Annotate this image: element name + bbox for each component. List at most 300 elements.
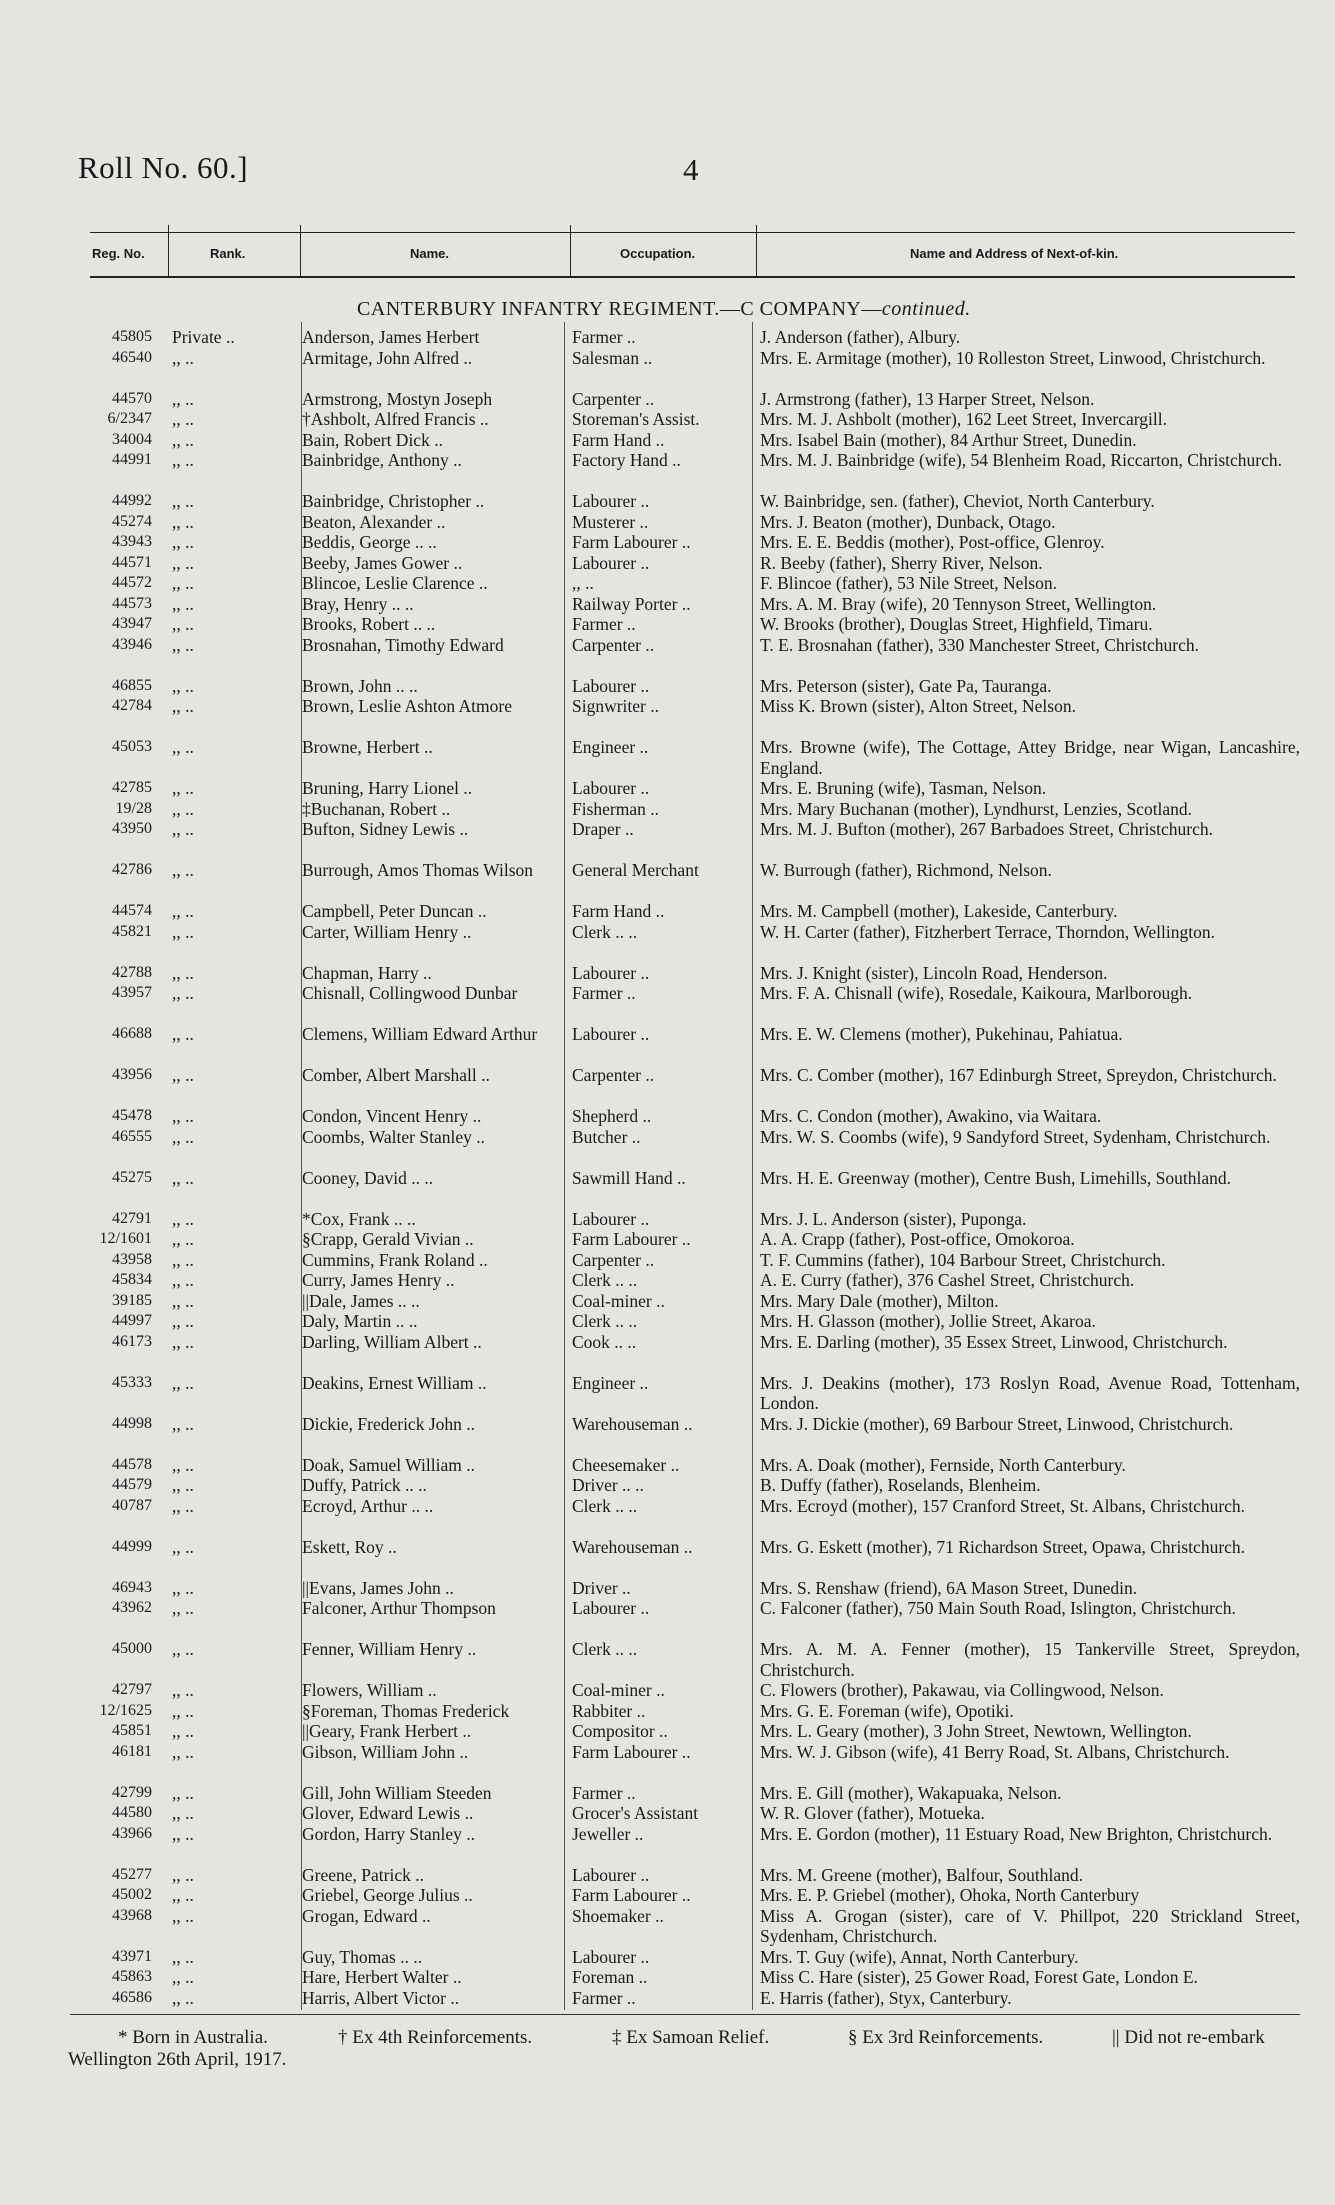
table-row — [0, 1475, 1335, 1496]
cell-name: Blincoe, Leslie Clarence .. — [302, 573, 488, 593]
cell-occupation: Coal-miner .. — [572, 1290, 665, 1311]
cell-reg-no: 43950 — [112, 820, 152, 837]
table-row — [0, 1455, 1335, 1476]
cell-occupation: Warehouseman .. — [572, 1413, 693, 1434]
cell-name: Curry, James Henry .. — [302, 1270, 455, 1290]
cell-rank: ,, .. — [172, 552, 194, 573]
cell-rank: Private .. — [172, 327, 235, 347]
header-name: Name. — [410, 246, 450, 261]
cell-name: Bain, Robert Dick .. — [302, 429, 443, 450]
section-title-text: CANTERBURY INFANTRY REGIMENT.—C COMPANY— — [357, 298, 882, 320]
imprint: Wellington 26th April, 1917. — [68, 2049, 287, 2070]
cell-occupation: Clerk .. .. — [572, 1270, 638, 1290]
cell-name: Duffy, Patrick .. .. — [302, 1475, 427, 1495]
cell-name: Comber, Albert Marshall .. — [302, 1065, 490, 1085]
cell-name: Guy, Thomas .. .. — [302, 1946, 423, 1967]
cell-next-of-kin: Mrs. Peterson (sister), Gate Pa, Tauranga. — [760, 675, 1052, 696]
table-row — [0, 799, 1335, 820]
cell-occupation: Labourer .. — [572, 1208, 650, 1229]
cell-rank: ,, .. — [172, 737, 194, 757]
cell-name: Bray, Henry .. .. — [302, 593, 414, 614]
cell-reg-no: 44578 — [112, 1455, 152, 1473]
cell-next-of-kin: Mrs. Mary Buchanan (mother), Lyndhurst, Lenzies, Scotland. — [760, 798, 1193, 819]
cell-rank: ,, .. — [172, 1782, 194, 1803]
cell-rank: ,, .. — [172, 1311, 194, 1331]
cell-rank: ,, .. — [172, 1208, 194, 1229]
cell-name: Deakins, Ernest William .. — [302, 1372, 487, 1393]
cell-name: ‡Buchanan, Robert .. — [302, 798, 451, 819]
cell-occupation: Rabbiter .. — [572, 1700, 646, 1721]
cell-reg-no: 43968 — [112, 1906, 152, 1924]
cell-next-of-kin: Mrs. E. Darling (mother), 35 Essex Street, Linwood, Christchurch. — [760, 1331, 1228, 1352]
cell-occupation: Clerk .. .. — [572, 1639, 638, 1659]
footnote-samoan-relief: ‡ Ex Samoan Relief. — [612, 2027, 770, 2048]
cell-occupation: Jeweller .. — [572, 1823, 644, 1844]
cell-name: Daly, Martin .. .. — [302, 1311, 418, 1331]
table-row — [0, 389, 1335, 410]
cell-name: Cooney, David .. .. — [302, 1167, 434, 1188]
cell-rank: ,, .. — [172, 532, 194, 552]
cell-reg-no: 46540 — [112, 348, 152, 366]
cell-next-of-kin: Mrs. S. Renshaw (friend), 6A Mason Street, Dunedin. — [760, 1577, 1138, 1598]
cell-rank: ,, .. — [172, 1864, 194, 1885]
cell-occupation: Cook .. .. — [572, 1331, 637, 1352]
cell-next-of-kin: A. E. Curry (father), 376 Cashel Street, Christchurch. — [760, 1270, 1135, 1290]
cell-next-of-kin: Mrs. C. Condon (mother), Awakino, via Waitara. — [760, 1106, 1102, 1126]
cell-name: Chisnall, Collingwood Dunbar — [302, 983, 518, 1003]
cell-reg-no: 42791 — [112, 1209, 152, 1227]
cell-rank: ,, .. — [172, 1024, 194, 1044]
table-row — [0, 1106, 1335, 1127]
cell-reg-no: 43966 — [112, 1824, 152, 1842]
table-row — [0, 676, 1335, 697]
cell-next-of-kin: W. Burrough (father), Richmond, Nelson. — [760, 860, 1052, 880]
cell-rank: ,, .. — [172, 860, 194, 880]
cell-rank: ,, .. — [172, 921, 194, 942]
cell-reg-no: 44572 — [112, 574, 152, 591]
cell-occupation: Salesman .. — [572, 347, 653, 368]
cell-rank: ,, .. — [172, 1126, 194, 1147]
cell-next-of-kin: Mrs. Isabel Bain (mother), 84 Arthur Street, Dunedin. — [760, 429, 1137, 450]
cell-rank: ,, .. — [172, 1721, 194, 1741]
cell-reg-no: 42797 — [112, 1681, 152, 1698]
table-row — [0, 1803, 1335, 1824]
cell-next-of-kin: R. Beeby (father), Sherry River, Nelson. — [760, 552, 1043, 573]
cell-rank: ,, .. — [172, 1475, 194, 1495]
cell-next-of-kin: Mrs. F. A. Chisnall (wife), Rosedale, Kaikoura, Marlborough. — [760, 983, 1193, 1003]
cell-name: Brosnahan, Timothy Edward — [302, 634, 504, 655]
table-row — [0, 901, 1335, 922]
cell-next-of-kin: B. Duffy (father), Roselands, Blenheim. — [760, 1475, 1041, 1495]
header-bottom-rule — [90, 276, 1295, 278]
cell-name: Armitage, John Alfred .. — [302, 347, 473, 368]
cell-next-of-kin: Mrs. L. Geary (mother), 3 John Street, Newtown, Wellington. — [760, 1721, 1192, 1741]
cell-reg-no: 44992 — [112, 492, 152, 509]
cell-name: Griebel, George Julius .. — [302, 1885, 473, 1905]
table-row — [0, 1065, 1335, 1106]
cell-reg-no: 44573 — [112, 594, 152, 612]
cell-reg-no: 46855 — [112, 676, 152, 694]
cell-name: Beddis, George .. .. — [302, 532, 437, 552]
cell-rank: ,, .. — [172, 1331, 194, 1352]
cell-name: Glover, Edward Lewis .. — [302, 1803, 474, 1823]
cell-reg-no: 19/28 — [115, 799, 152, 817]
cell-occupation: Labourer .. — [572, 1946, 650, 1967]
cell-occupation: Warehouseman .. — [572, 1536, 693, 1557]
cell-occupation: Farm Hand .. — [572, 901, 665, 921]
column-headers — [90, 234, 1295, 274]
cell-next-of-kin: T. F. Cummins (father), 104 Barbour Street, Christchurch. — [760, 1249, 1166, 1270]
cell-reg-no: 42784 — [112, 697, 152, 714]
roll-title: Roll No. 60.] — [78, 150, 249, 185]
cell-reg-no: 42785 — [112, 779, 152, 796]
cell-next-of-kin: Miss A. Grogan (sister), care of V. Phillpot, 220 Strickland Street, Sydenham, Christchurch. — [760, 1905, 1300, 1946]
cell-occupation: Engineer .. — [572, 737, 649, 757]
cell-rank: ,, .. — [172, 675, 194, 696]
cell-rank: ,, .. — [172, 1290, 194, 1311]
table-row — [0, 635, 1335, 676]
cell-rank: ,, .. — [172, 1495, 194, 1516]
cell-next-of-kin: Mrs. C. Comber (mother), 167 Edinburgh Street, Spreydon, Christchurch. — [760, 1065, 1277, 1085]
table-row — [0, 1721, 1335, 1742]
cell-reg-no: 42786 — [112, 861, 152, 878]
cell-occupation: Shoemaker .. — [572, 1905, 664, 1926]
cell-reg-no: 45333 — [112, 1373, 152, 1391]
cell-name: Cummins, Frank Roland .. — [302, 1249, 488, 1270]
cell-name: Hare, Herbert Walter .. — [302, 1967, 462, 1987]
cell-occupation: Labourer .. — [572, 1864, 650, 1885]
footnote-australia: * Born in Australia. — [118, 2027, 268, 2048]
table-row — [0, 1680, 1335, 1701]
cell-reg-no: 46555 — [112, 1127, 152, 1145]
cell-occupation: Carpenter .. — [572, 634, 655, 655]
cell-rank: ,, .. — [172, 1413, 194, 1434]
cell-name: Flowers, William .. — [302, 1680, 437, 1700]
table-row — [0, 1024, 1335, 1065]
table-row — [0, 348, 1335, 389]
cell-name: Clemens, William Edward Arthur — [302, 1024, 538, 1044]
table-row — [0, 1885, 1335, 1906]
cell-next-of-kin: W. R. Glover (father), Motueka. — [760, 1803, 985, 1823]
header-reg-no: Reg. No. — [92, 246, 145, 261]
cell-name: Bruning, Harry Lionel .. — [302, 778, 473, 798]
table-row — [0, 963, 1335, 984]
cell-occupation: Clerk .. .. — [572, 921, 638, 942]
table-row — [0, 1311, 1335, 1332]
cell-next-of-kin: Mrs. Ecroyd (mother), 157 Cranford Street, St. Albans, Christchurch. — [760, 1495, 1246, 1516]
cell-next-of-kin: W. Bainbridge, sen. (father), Cheviot, North Canterbury. — [760, 491, 1155, 511]
roll-table — [0, 327, 1335, 2008]
cell-reg-no: 45000 — [112, 1640, 152, 1657]
cell-occupation: Farmer .. — [572, 614, 636, 634]
cell-rank: ,, .. — [172, 1905, 194, 1926]
cell-occupation: Carpenter .. — [572, 1065, 655, 1085]
cell-next-of-kin: Miss K. Brown (sister), Alton Street, Nelson. — [760, 696, 1076, 716]
cell-name: Anderson, James Herbert — [302, 327, 480, 347]
cell-next-of-kin: Mrs. E. P. Griebel (mother), Ohoka, North Canterbury — [760, 1885, 1140, 1905]
cell-occupation: Compositor .. — [572, 1721, 668, 1741]
cell-name: *Cox, Frank .. .. — [302, 1208, 416, 1229]
cell-reg-no: 44574 — [112, 902, 152, 919]
table-row — [0, 1598, 1335, 1639]
cell-occupation: Labourer .. — [572, 1024, 650, 1044]
cell-name: Browne, Herbert .. — [302, 737, 433, 757]
cell-occupation: Shepherd .. — [572, 1106, 652, 1126]
cell-reg-no: 42788 — [112, 963, 152, 981]
cell-name: Carter, William Henry .. — [302, 921, 472, 942]
cell-rank: ,, .. — [172, 511, 194, 532]
table-row — [0, 1270, 1335, 1291]
cell-reg-no: 46586 — [112, 1988, 152, 2006]
cell-next-of-kin: Mrs. M. Campbell (mother), Lakeside, Canterbury. — [760, 901, 1118, 921]
cell-reg-no: 12/1625 — [99, 1701, 152, 1719]
footnote-4th-reinforcements: † Ex 4th Reinforcements. — [338, 2027, 533, 2048]
cell-occupation: Farm Labourer .. — [572, 1741, 691, 1762]
cell-name: ||Evans, James John .. — [302, 1577, 454, 1598]
cell-next-of-kin: Mrs. H. Glasson (mother), Jollie Street, Akaroa. — [760, 1311, 1096, 1331]
cell-name: Brown, John .. .. — [302, 675, 418, 696]
cell-rank: ,, .. — [172, 1249, 194, 1270]
cell-name: Bufton, Sidney Lewis .. — [302, 819, 469, 839]
cell-reg-no: 45478 — [112, 1107, 152, 1124]
cell-name: Dickie, Frederick John .. — [302, 1413, 476, 1434]
cell-next-of-kin: Mrs. A. M. A. Fenner (mother), 15 Tankerville Street, Spreydon, Christchurch. — [760, 1639, 1300, 1680]
table-row — [0, 1967, 1335, 1988]
cell-reg-no: 39185 — [112, 1291, 152, 1309]
cell-next-of-kin: Mrs. T. Guy (wife), Annat, North Canterbury. — [760, 1946, 1079, 1967]
cell-rank: ,, .. — [172, 409, 194, 429]
cell-occupation: Farm Labourer .. — [572, 1885, 691, 1905]
table-row — [0, 819, 1335, 860]
cell-occupation: Labourer .. — [572, 778, 650, 798]
cell-occupation: Driver .. .. — [572, 1475, 644, 1495]
cell-next-of-kin: Mrs. M. J. Bainbridge (wife), 54 Blenheim Road, Riccarton, Christchurch. — [760, 450, 1282, 470]
cell-rank: ,, .. — [172, 1577, 194, 1598]
cell-rank: ,, .. — [172, 901, 194, 921]
cell-reg-no: 43962 — [112, 1599, 152, 1616]
cell-next-of-kin: Mrs. J. Beaton (mother), Dunback, Otago. — [760, 511, 1056, 532]
cell-occupation: Engineer .. — [572, 1372, 649, 1393]
cell-next-of-kin: W. Brooks (brother), Douglas Street, Highfield, Timaru. — [760, 614, 1153, 634]
cell-reg-no: 40787 — [112, 1496, 152, 1514]
cell-occupation: Clerk .. .. — [572, 1311, 638, 1331]
cell-rank: ,, .. — [172, 1536, 194, 1557]
cell-next-of-kin: Mrs. E. Gordon (mother), 11 Estuary Road, New Brighton, Christchurch. — [760, 1823, 1273, 1844]
cell-occupation: Butcher .. — [572, 1126, 641, 1147]
cell-rank: ,, .. — [172, 1598, 194, 1618]
cell-occupation: Carpenter .. — [572, 388, 655, 409]
cell-reg-no: 46943 — [112, 1578, 152, 1596]
cell-next-of-kin: Mrs. E. W. Clemens (mother), Pukehinau, Pahiatua. — [760, 1024, 1123, 1044]
cell-name: Condon, Vincent Henry .. — [302, 1106, 482, 1126]
cell-name: Brooks, Robert .. .. — [302, 614, 436, 634]
cell-reg-no: 44580 — [112, 1804, 152, 1821]
cell-reg-no: 45275 — [112, 1168, 152, 1186]
cell-reg-no: 44997 — [112, 1312, 152, 1329]
cell-rank: ,, .. — [172, 429, 194, 450]
cell-name: Gordon, Harry Stanley .. — [302, 1823, 476, 1844]
header-next-of-kin: Name and Address of Next-of-kin. — [910, 246, 1119, 261]
cell-occupation: Railway Porter .. — [572, 593, 691, 614]
cell-occupation: Sawmill Hand .. — [572, 1167, 686, 1188]
cell-occupation: General Merchant — [572, 860, 699, 880]
cell-rank: ,, .. — [172, 1167, 194, 1188]
table-row — [0, 1639, 1335, 1680]
cell-rank: ,, .. — [172, 798, 194, 819]
cell-name: Gill, John William Steeden — [302, 1782, 492, 1803]
cell-next-of-kin: Mrs. A. M. Bray (wife), 20 Tennyson Street, Wellington. — [760, 593, 1157, 614]
section-continued: continued. — [881, 298, 971, 320]
cell-next-of-kin: Mrs. E. Bruning (wife), Tasman, Nelson. — [760, 778, 1047, 798]
table-row — [0, 1332, 1335, 1373]
cell-rank: ,, .. — [172, 1229, 194, 1249]
cell-name: †Ashbolt, Alfred Francis .. — [302, 409, 489, 429]
cell-occupation: Carpenter .. — [572, 1249, 655, 1270]
header-rank: Rank. — [210, 246, 246, 261]
cell-name: Beeby, James Gower .. — [302, 552, 463, 573]
table-row — [0, 860, 1335, 901]
table-row — [0, 1373, 1335, 1414]
cell-rank: ,, .. — [172, 1946, 194, 1967]
table-row — [0, 532, 1335, 553]
cell-rank: ,, .. — [172, 1803, 194, 1823]
table-row — [0, 1824, 1335, 1865]
cell-rank: ,, .. — [172, 962, 194, 983]
footnote-rule — [70, 2014, 1300, 2015]
cell-reg-no: 44570 — [112, 389, 152, 407]
cell-next-of-kin: Mrs. Browne (wife), The Cottage, Attey Bridge, near Wigan, Lancashire, England. — [760, 737, 1300, 778]
table-row — [0, 737, 1335, 778]
table-row — [0, 922, 1335, 963]
cell-rank: ,, .. — [172, 1106, 194, 1126]
cell-rank: ,, .. — [172, 1454, 194, 1475]
cell-name: Doak, Samuel William .. — [302, 1454, 475, 1475]
cell-rank: ,, .. — [172, 983, 194, 1003]
cell-reg-no: 6/2347 — [107, 410, 152, 427]
cell-occupation: Farmer .. — [572, 327, 636, 347]
table-row — [0, 696, 1335, 737]
cell-reg-no: 44579 — [112, 1476, 152, 1493]
cell-name: Brown, Leslie Ashton Atmore — [302, 696, 512, 716]
table-row — [0, 512, 1335, 533]
cell-reg-no: 45821 — [112, 922, 152, 940]
cell-next-of-kin: Mrs. Mary Dale (mother), Milton. — [760, 1290, 999, 1311]
cell-rank: ,, .. — [172, 1680, 194, 1700]
cell-rank: ,, .. — [172, 1270, 194, 1290]
cell-name: §Crapp, Gerald Vivian .. — [302, 1229, 474, 1249]
cell-next-of-kin: Mrs. W. J. Gibson (wife), 41 Berry Road, St. Albans, Christchurch. — [760, 1741, 1230, 1762]
cell-rank: ,, .. — [172, 1639, 194, 1659]
cell-rank: ,, .. — [172, 1372, 194, 1393]
cell-occupation: Musterer .. — [572, 511, 649, 532]
cell-reg-no: 42799 — [112, 1783, 152, 1801]
cell-reg-no: 43943 — [112, 533, 152, 550]
table-row — [0, 1229, 1335, 1250]
cell-reg-no: 44991 — [112, 451, 152, 468]
cell-name: Ecroyd, Arthur .. .. — [302, 1495, 434, 1516]
cell-rank: ,, .. — [172, 1741, 194, 1762]
cell-name: Harris, Albert Victor .. — [302, 1987, 460, 2008]
table-row — [0, 553, 1335, 574]
cell-next-of-kin: C. Falconer (father), 750 Main South Road, Islington, Christchurch. — [760, 1598, 1236, 1618]
cell-reg-no: 12/1601 — [99, 1230, 152, 1247]
cell-next-of-kin: Mrs. W. S. Coombs (wife), 9 Sandyford Street, Sydenham, Christchurch. — [760, 1126, 1271, 1147]
cell-rank: ,, .. — [172, 1065, 194, 1085]
cell-rank: ,, .. — [172, 388, 194, 409]
cell-reg-no: 45277 — [112, 1865, 152, 1883]
cell-reg-no: 43946 — [112, 635, 152, 653]
table-row — [0, 409, 1335, 430]
cell-reg-no: 45002 — [112, 1886, 152, 1903]
table-row — [0, 1988, 1335, 2009]
cell-next-of-kin: Mrs. J. Dickie (mother), 69 Barbour Street, Linwood, Christchurch. — [760, 1413, 1234, 1434]
section-title — [357, 298, 971, 321]
cell-next-of-kin: W. H. Carter (father), Fitzherbert Terrace, Thorndon, Wellington. — [760, 921, 1215, 942]
cell-next-of-kin: Mrs. J. L. Anderson (sister), Puponga. — [760, 1208, 1027, 1229]
cell-reg-no: 45053 — [112, 738, 152, 755]
cell-name: Grogan, Edward .. — [302, 1905, 431, 1926]
cell-occupation: Farm Labourer .. — [572, 532, 691, 552]
cell-occupation: Farm Hand .. — [572, 429, 665, 450]
table-row — [0, 327, 1335, 348]
cell-occupation: Driver .. — [572, 1577, 631, 1598]
table-row — [0, 594, 1335, 615]
cell-occupation: Grocer's Assistant — [572, 1803, 699, 1823]
cell-next-of-kin: Mrs. E. Gill (mother), Wakapuaka, Nelson. — [760, 1782, 1062, 1803]
cell-name: ||Geary, Frank Herbert .. — [302, 1721, 472, 1741]
cell-occupation: Labourer .. — [572, 491, 650, 511]
cell-name: Greene, Patrick .. — [302, 1864, 424, 1885]
cell-occupation: Farm Labourer .. — [572, 1229, 691, 1249]
cell-next-of-kin: F. Blincoe (father), 53 Nile Street, Nelson. — [760, 573, 1057, 593]
cell-reg-no: 46173 — [112, 1332, 152, 1350]
cell-next-of-kin: Mrs. G. E. Foreman (wife), Opotiki. — [760, 1700, 1014, 1721]
table-row — [0, 430, 1335, 451]
cell-name: Bainbridge, Anthony .. — [302, 450, 462, 470]
cell-name: Darling, William Albert .. — [302, 1331, 482, 1352]
cell-next-of-kin: Mrs. E. E. Beddis (mother), Post-office, Glenroy. — [760, 532, 1105, 552]
cell-reg-no: 45863 — [112, 1968, 152, 1985]
table-row — [0, 778, 1335, 799]
cell-next-of-kin: J. Armstrong (father), 13 Harper Street, Nelson. — [760, 388, 1095, 409]
cell-occupation: Factory Hand .. — [572, 450, 681, 470]
cell-reg-no: 46688 — [112, 1025, 152, 1042]
table-row — [0, 1209, 1335, 1230]
cell-reg-no: 44999 — [112, 1537, 152, 1555]
table-row — [0, 1168, 1335, 1209]
cell-rank: ,, .. — [172, 347, 194, 368]
cell-rank: ,, .. — [172, 573, 194, 593]
table-row — [0, 983, 1335, 1024]
table-row — [0, 1947, 1335, 1968]
cell-occupation: Storeman's Assist. — [572, 409, 700, 429]
cell-next-of-kin: Mrs. J. Deakins (mother), 173 Roslyn Road, Avenue Road, Tottenham, London. — [760, 1372, 1300, 1413]
cell-occupation: Fisherman .. — [572, 798, 660, 819]
cell-name: Campbell, Peter Duncan .. — [302, 901, 487, 921]
cell-name: Falconer, Arthur Thompson — [302, 1598, 496, 1618]
header-top-rule — [90, 232, 1295, 233]
cell-next-of-kin: Miss C. Hare (sister), 25 Gower Road, Forest Gate, London E. — [760, 1967, 1198, 1987]
cell-name: Fenner, William Henry .. — [302, 1639, 477, 1659]
cell-next-of-kin: C. Flowers (brother), Pakawau, via Collingwood, Nelson. — [760, 1680, 1164, 1700]
cell-reg-no: 43947 — [112, 615, 152, 632]
cell-reg-no: 43957 — [112, 984, 152, 1001]
table-row — [0, 1127, 1335, 1168]
cell-next-of-kin: Mrs. J. Knight (sister), Lincoln Road, Henderson. — [760, 962, 1108, 983]
cell-reg-no: 44571 — [112, 553, 152, 571]
cell-name: Chapman, Harry .. — [302, 962, 432, 983]
cell-name: Coombs, Walter Stanley .. — [302, 1126, 485, 1147]
